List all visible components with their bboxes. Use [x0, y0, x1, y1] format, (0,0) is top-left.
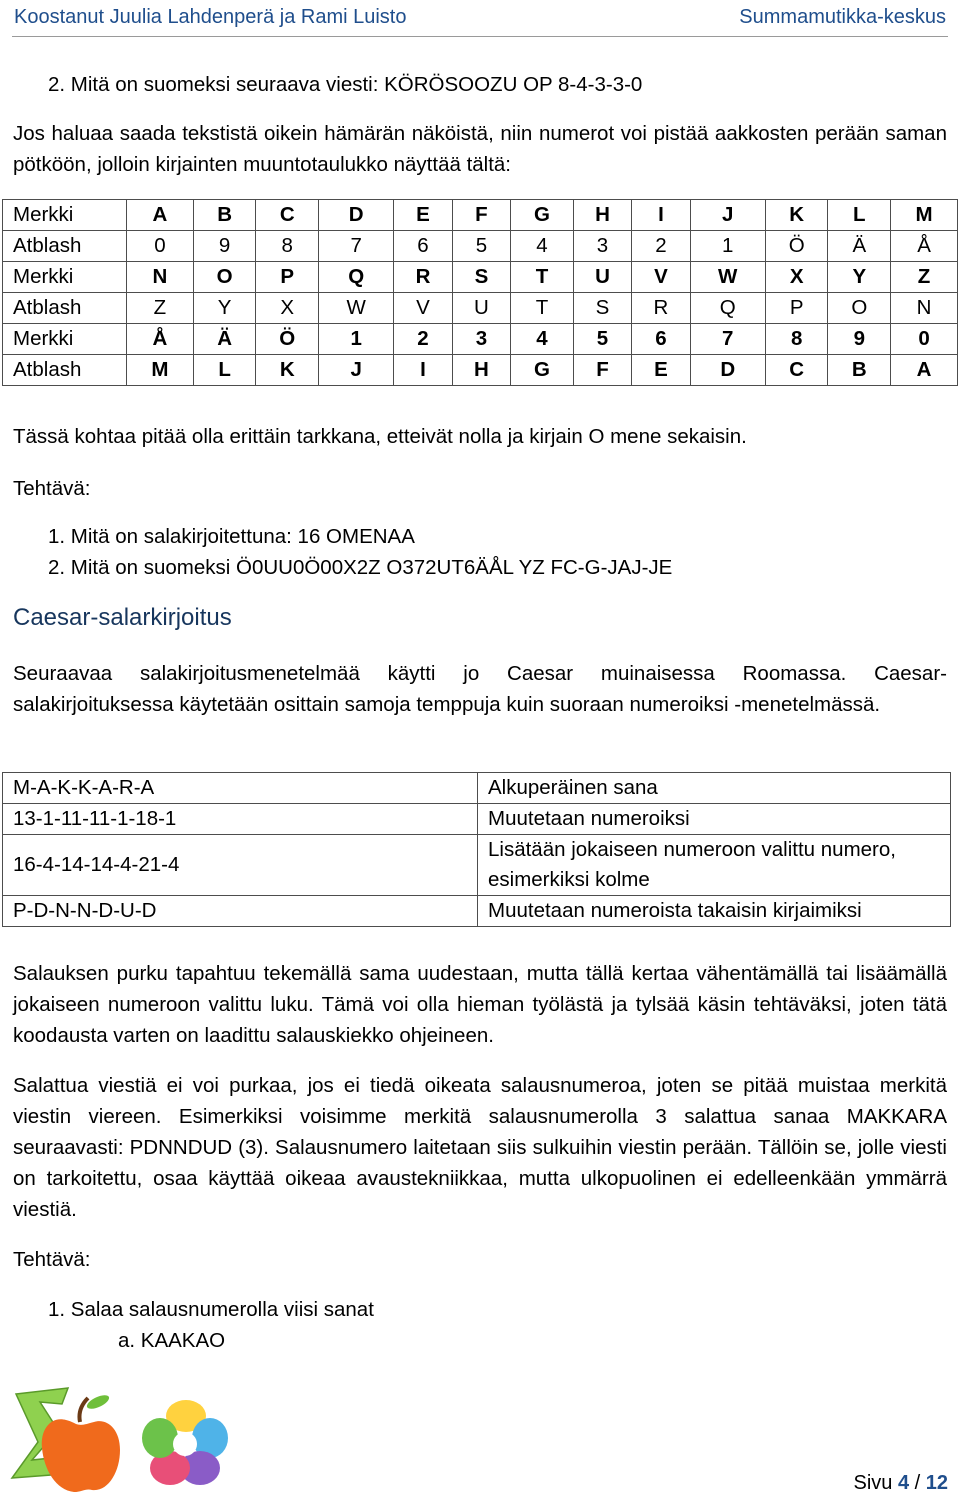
- table-cell: 5: [573, 324, 631, 355]
- atblash-table: [2, 199, 958, 386]
- note-zero-vs-o: Tässä kohtaa pitää olla erittäin tarkkana, etteivät nolla ja kirjain O mene sekaisin.: [13, 425, 747, 448]
- table-cell: Z: [891, 262, 958, 293]
- table-cell: E: [632, 355, 690, 386]
- table-row: [3, 293, 958, 324]
- example-description: Alkuperäinen sana: [478, 773, 951, 804]
- task2-item-1: 1. Salaa salausnumerolla viisi sanat: [48, 1298, 374, 1321]
- table-cell: A: [127, 200, 194, 231]
- table-cell: Ö: [256, 324, 319, 355]
- table-cell: 4: [511, 231, 574, 262]
- table-cell: G: [511, 200, 574, 231]
- table-row: [3, 804, 951, 835]
- table-row: [3, 773, 951, 804]
- table-cell: Q: [690, 293, 765, 324]
- current-page: 4: [897, 1472, 910, 1494]
- page-separator: /: [909, 1472, 926, 1494]
- table-cell: J: [319, 355, 394, 386]
- table-cell: C: [765, 355, 828, 386]
- table-cell: J: [690, 200, 765, 231]
- row-label: Merkki: [3, 324, 127, 355]
- table-cell: Å: [891, 231, 958, 262]
- task-label: Tehtävä:: [13, 477, 91, 500]
- table-row: [3, 835, 951, 896]
- task-label-2: Tehtävä:: [13, 1248, 91, 1271]
- table-cell: 9: [193, 231, 256, 262]
- table-cell: S: [573, 293, 631, 324]
- table-cell: T: [511, 293, 574, 324]
- table-cell: 3: [573, 231, 631, 262]
- table-cell: Ö: [765, 231, 828, 262]
- caesar-example-table: [2, 772, 951, 927]
- page-number: [853, 1472, 948, 1495]
- table-cell: U: [573, 262, 631, 293]
- table-cell: G: [511, 355, 574, 386]
- table-cell: I: [394, 355, 452, 386]
- table-cell: 0: [891, 324, 958, 355]
- table-cell: S: [452, 262, 510, 293]
- example-value: M-A-K-K-A-R-A: [3, 773, 478, 804]
- example-description: Muutetaan numeroiksi: [478, 804, 951, 835]
- table-cell: W: [319, 293, 394, 324]
- table-cell: M: [891, 200, 958, 231]
- intro-list-item: 2. Mitä on suomeksi seuraava viesti: KÖRÖSOOZU OP 8-4-3-3-0: [48, 73, 643, 96]
- task-item-2: 2. Mitä on suomeksi Ö0UU0Ö00X2Z O372UT6ÄÅL YZ FC-G-JAJ-JE: [48, 556, 673, 579]
- table-cell: R: [632, 293, 690, 324]
- table-cell: P: [765, 293, 828, 324]
- table-cell: Ä: [193, 324, 256, 355]
- table-cell: U: [452, 293, 510, 324]
- table-cell: D: [690, 355, 765, 386]
- table-cell: 7: [319, 231, 394, 262]
- task2-sub-item-a: a. KAAKAO: [118, 1329, 226, 1352]
- table-cell: 6: [632, 324, 690, 355]
- table-row: [3, 262, 958, 293]
- summamutikka-logo: [10, 1386, 240, 1497]
- table-cell: 6: [394, 231, 452, 262]
- table-cell: T: [511, 262, 574, 293]
- table-cell: H: [452, 355, 510, 386]
- table-cell: Y: [828, 262, 891, 293]
- example-value: 16-4-14-14-4-21-4: [3, 835, 478, 896]
- table-cell: H: [573, 200, 631, 231]
- paragraph-atblash-intro: Jos haluaa saada tekstistä oikein hämärän näköistä, niin numerot voi pistää aakkosten perään saman pötköön, jolloin kirjainten muuntotaulukko näyttää tältä:: [13, 122, 947, 176]
- table-cell: R: [394, 262, 452, 293]
- row-label: Atblash: [3, 293, 127, 324]
- table-cell: 4: [511, 324, 574, 355]
- table-cell: M: [127, 355, 194, 386]
- page-prefix: Sivu: [853, 1472, 898, 1494]
- page-header: [12, 0, 948, 37]
- table-cell: 1: [690, 231, 765, 262]
- table-cell: 8: [256, 231, 319, 262]
- table-cell: D: [319, 200, 394, 231]
- row-label: Atblash: [3, 355, 127, 386]
- table-cell: 8: [765, 324, 828, 355]
- table-cell: X: [765, 262, 828, 293]
- row-label: Merkki: [3, 200, 127, 231]
- flower-icon: [142, 1400, 228, 1485]
- header-center-name: Summamutikka-keskus: [739, 6, 946, 28]
- header-authors: Koostanut Juulia Lahdenperä ja Rami Luisto: [14, 6, 407, 28]
- table-cell: 2: [394, 324, 452, 355]
- section-title-caesar: Caesar-salarkirjoitus: [13, 604, 232, 631]
- example-description: Lisätään jokaiseen numeroon valittu numero, esimerkiksi kolme: [478, 835, 951, 896]
- table-cell: Z: [127, 293, 194, 324]
- table-cell: E: [394, 200, 452, 231]
- table-cell: Ä: [828, 231, 891, 262]
- table-cell: N: [891, 293, 958, 324]
- paragraph-key-number: Salattua viestiä ei voi purkaa, jos ei tiedä oikeata salausnumeroa, joten se pitää muistaa merkitä viestin viereen. Esimerkiksi voisimme merkitä salausnumerolla 3 salattua sanaa MAKKARA seuraavasti: PDNNDUD (3). Salausnumero laitetaan siis sulkuihin viestin perään. Tällöin se, jolle viesti on tarkoitettu, osaa käyttää oikeaa avaustekniikkaa, mutta ulkopuolinen ei edelleenkään ymmärrä viestiä.: [13, 1074, 947, 1221]
- table-row: [3, 324, 958, 355]
- table-cell: 9: [828, 324, 891, 355]
- table-cell: F: [573, 355, 631, 386]
- table-cell: Å: [127, 324, 194, 355]
- table-cell: W: [690, 262, 765, 293]
- row-label: Merkki: [3, 262, 127, 293]
- example-value: P-D-N-N-D-U-D: [3, 896, 478, 927]
- table-cell: L: [828, 200, 891, 231]
- table-cell: 0: [127, 231, 194, 262]
- example-value: 13-1-11-11-1-18-1: [3, 804, 478, 835]
- table-cell: K: [256, 355, 319, 386]
- table-cell: 7: [690, 324, 765, 355]
- table-row: [3, 896, 951, 927]
- table-cell: F: [452, 200, 510, 231]
- task-item-1: 1. Mitä on salakirjoitettuna: 16 OMENAA: [48, 525, 415, 548]
- table-cell: K: [765, 200, 828, 231]
- table-cell: V: [632, 262, 690, 293]
- table-cell: X: [256, 293, 319, 324]
- table-cell: C: [256, 200, 319, 231]
- paragraph-decryption: Salauksen purku tapahtuu tekemällä sama uudestaan, mutta tällä kertaa vähentämällä tai lisäämällä jokaiseen numeroon valittu luku. Tämä voi olla hieman työlästä ja tylsää käsin tehtäväksi, joten tätä koodausta varten on laadittu salauskiekko ohjeineen.: [13, 962, 947, 1047]
- table-cell: O: [193, 262, 256, 293]
- table-cell: B: [193, 200, 256, 231]
- table-cell: 5: [452, 231, 510, 262]
- table-cell: P: [256, 262, 319, 293]
- table-cell: V: [394, 293, 452, 324]
- table-cell: 3: [452, 324, 510, 355]
- table-cell: I: [632, 200, 690, 231]
- example-description: Muutetaan numeroista takaisin kirjaimiksi: [478, 896, 951, 927]
- table-cell: N: [127, 262, 194, 293]
- table-row: [3, 231, 958, 262]
- row-label: Atblash: [3, 231, 127, 262]
- table-cell: 1: [319, 324, 394, 355]
- table-cell: A: [891, 355, 958, 386]
- table-row: [3, 355, 958, 386]
- table-cell: Y: [193, 293, 256, 324]
- table-cell: L: [193, 355, 256, 386]
- table-cell: 2: [632, 231, 690, 262]
- table-row: [3, 200, 958, 231]
- table-cell: Q: [319, 262, 394, 293]
- table-cell: O: [828, 293, 891, 324]
- table-cell: B: [828, 355, 891, 386]
- paragraph-caesar-intro: Seuraavaa salakirjoitusmenetelmää käytti jo Caesar muinaisessa Roomassa. Caesar-salakirjoituksessa käytetään osittain samoja temppuja kuin suoraan numeroiksi -menetelmässä.: [13, 662, 947, 716]
- total-pages: 12: [925, 1472, 948, 1494]
